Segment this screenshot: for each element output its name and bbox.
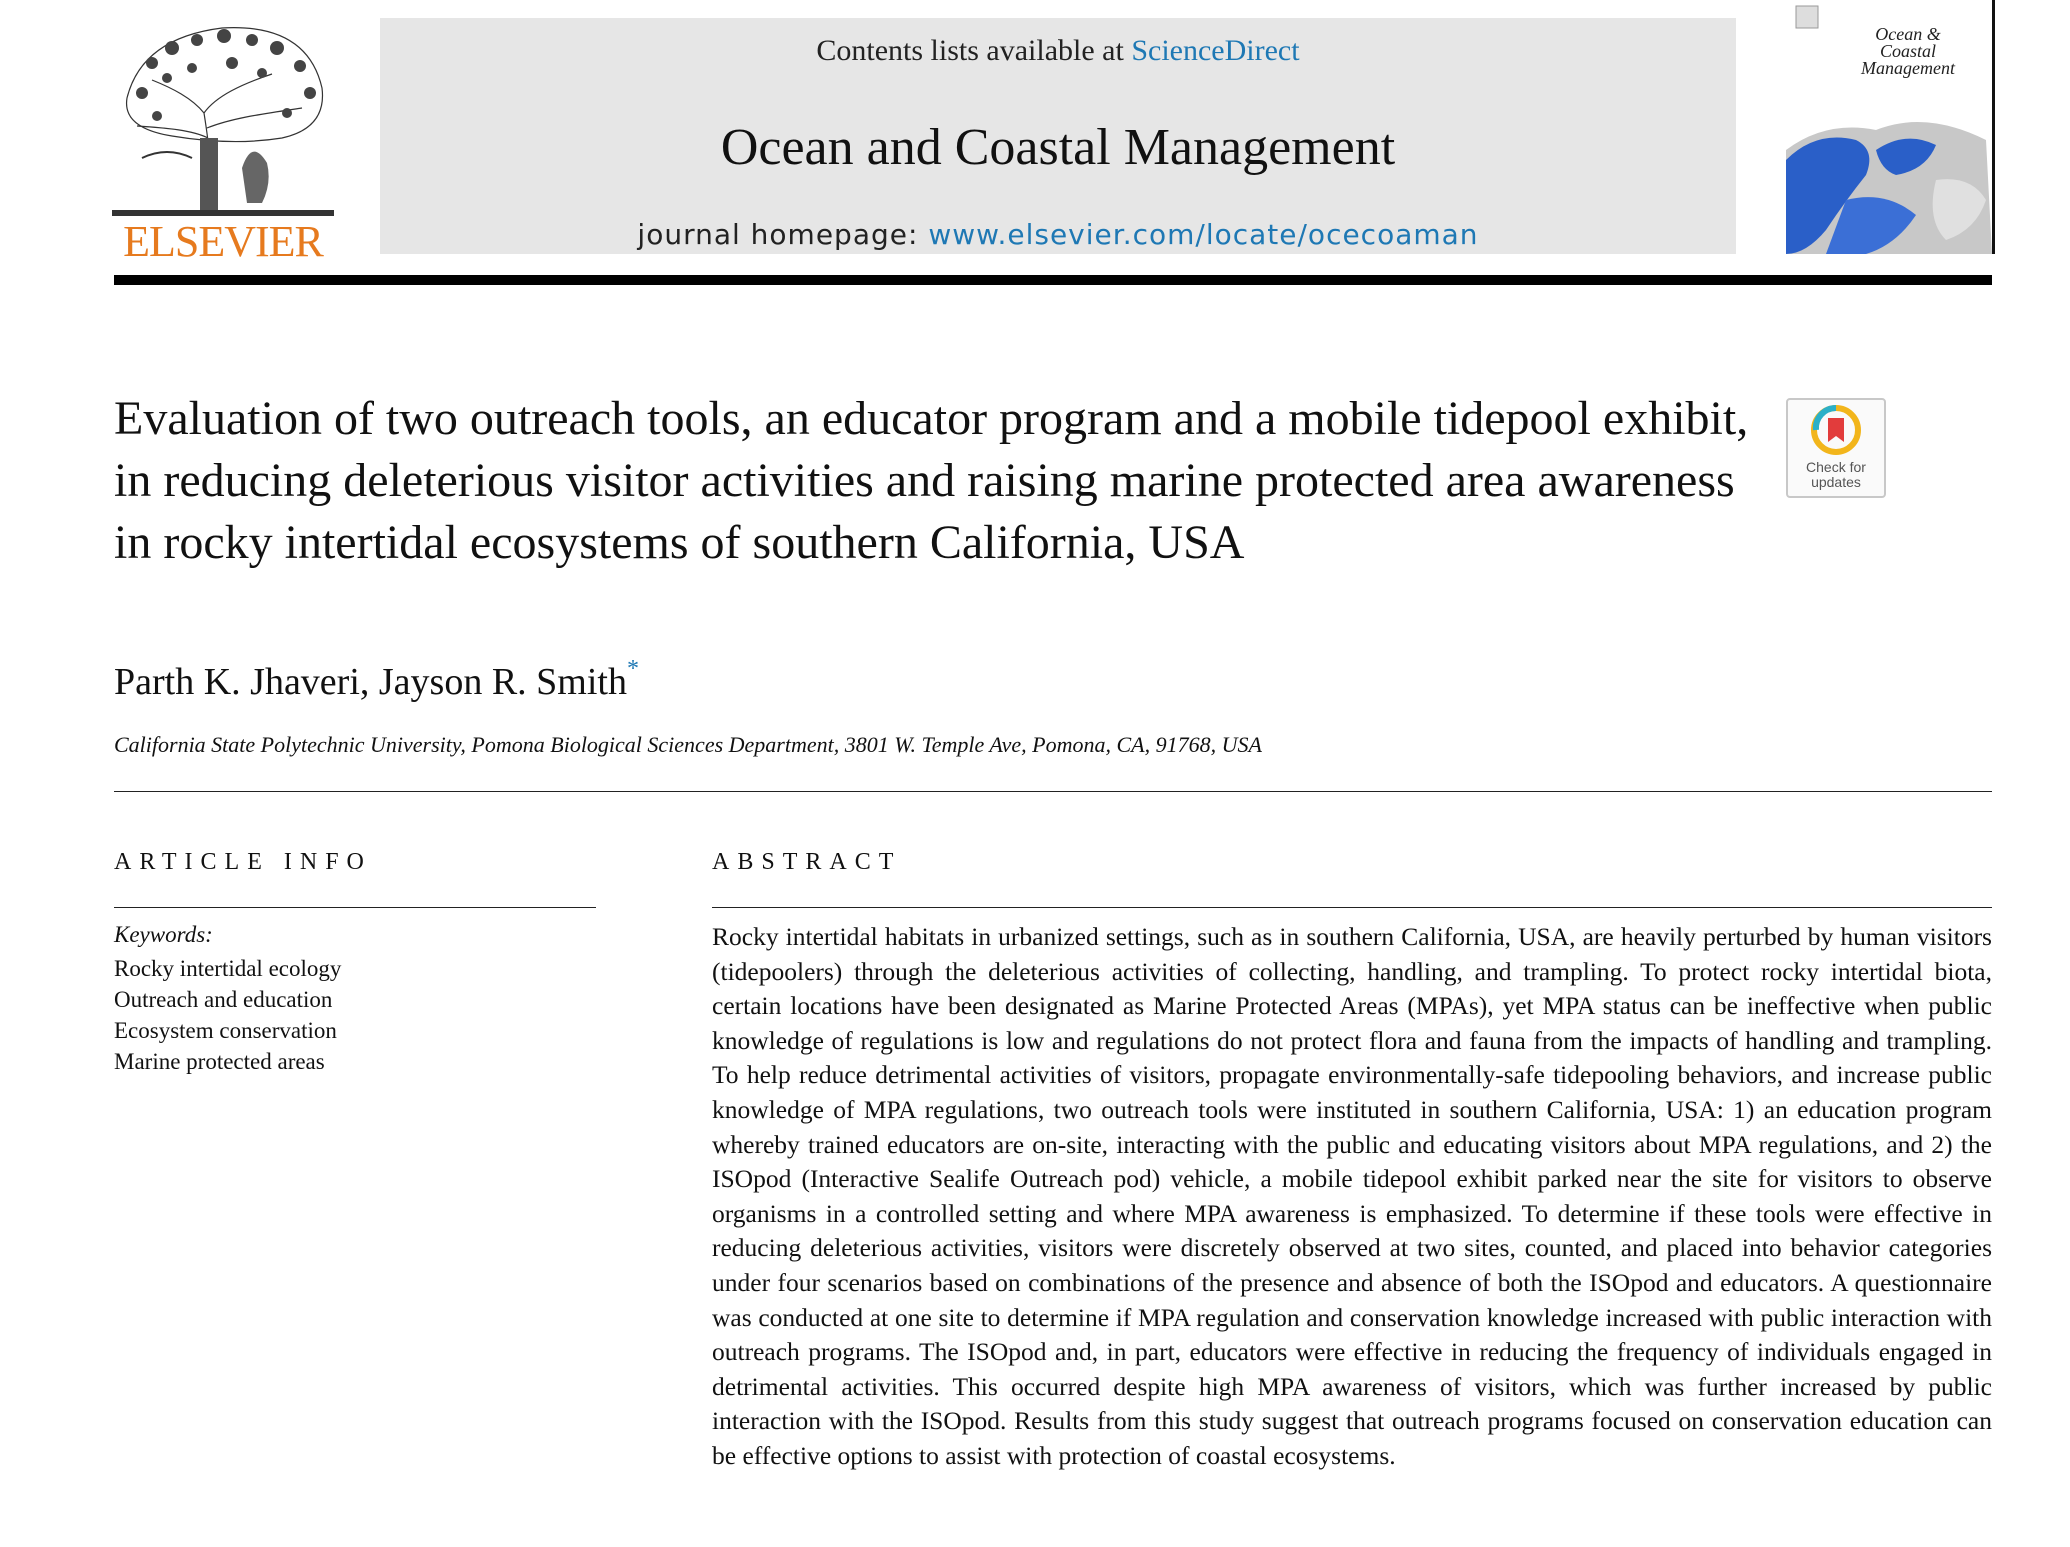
check-updates-icon [1810,404,1862,456]
header-divider [114,275,1992,285]
publisher-wordmark: ELSEVIER [123,217,323,266]
check-for-updates-button[interactable] [1786,398,1886,498]
homepage-link[interactable]: www.elsevier.com/locate/ocecoaman [928,218,1479,251]
contents-line [380,34,1736,68]
journal-title[interactable]: Ocean and Coastal Management [720,119,1396,176]
abstract-text: Rocky intertidal habitats in urbanized settings, such as in southern California, USA, are heavily perturbed by human visitors (tidepoolers) through the deleterious activities of collecting, handling, and trampling. To protect rocky intertidal biota, certain locations have been designated as Marine Protected Areas (MPAs), yet MPA status can be ineffective when public knowledge of regulations is low and regulations do not protect flora and fauna from the impacts of handling and trampling. To help reduce detrimental activities of visitors, propagate environmentally-safe tidepooling behaviors, and increase public knowledge of MPA regulations, two outreach tools were instituted in southern California, USA: 1) an education program whereby trained educators are on-site, interacting with the public and educating visitors about MPA regulations, and 2) the ISOpod (Interactive Sealife Outreach pod) vehicle, a mobile tidepool exhibit parked near the site for visitors to observe organisms in a controlled setting and where MPA awareness is emphasized. To determine if these tools were effective in reducing deleterious activities, visitors were discretely observed at two sites, counted, and placed into behavior categories under four scenarios based on combinations of the presence and absence of both the ISOpod and educators. A questionnaire was conducted at one site to determine if MPA regulation and conservation knowledge increased with public interaction with outreach programs. The ISOpod and, in part, educators were effective in reducing the frequency of individuals engaged in detrimental activities. This occurred despite high MPA awareness of visitors, which was further increased by public interaction with the ISOpod. Results from this study suggest that outreach programs focused on conservation education can be effective options to assist with protection of coastal ecosystems. [712,922,1992,1470]
homepage-line [380,218,1736,251]
cover-title-line2: Coastal [1879,41,1936,61]
keyword-item: Marine protected areas [114,1049,325,1074]
tree-emblem-icon [112,18,334,218]
corresponding-author-link[interactable]: * [626,656,639,682]
cover-title-line1: Ocean & [1875,24,1941,44]
affiliation: California State Polytechnic University, Pomona Biological Sciences Department, 3801 W. Temple Ave, Pomona, CA, 91768, USA [114,732,1262,757]
authors: Parth K. Jhaveri, Jayson R. Smith [114,661,627,703]
article-info-heading: ARTICLE INFO [114,849,372,875]
keywords-label: Keywords: [114,922,213,947]
abstract-divider [712,907,1992,908]
article-info-divider [114,907,596,908]
journal-banner [380,18,1736,254]
keyword-item: Rocky intertidal ecology [114,956,342,981]
authors-line [114,656,639,704]
cover-title [1828,26,1988,77]
article-title: Evaluation of two outreach tools, an educator program and a mobile tidepool exhibit, in reducing deleterious visitor activities and raising marine protected area awareness in rocky intertidal ecosystems of southern California, USA [114,392,1749,569]
contents-prefix: Contents lists available at [816,34,1132,67]
homepage-prefix: journal homepage: [637,218,929,251]
keywords-list [114,953,341,1077]
cover-title-line3: Management [1861,58,1955,78]
section-divider [114,791,1992,792]
check-updates-label: Check for updates [1806,459,1866,490]
elsevier-logo[interactable] [112,18,334,266]
sciencedirect-link[interactable]: ScienceDirect [1131,34,1300,67]
abstract-heading: ABSTRACT [712,849,902,875]
keyword-item: Ecosystem conservation [114,1018,337,1043]
journal-cover[interactable] [1786,0,1995,254]
keyword-item: Outreach and education [114,987,333,1012]
